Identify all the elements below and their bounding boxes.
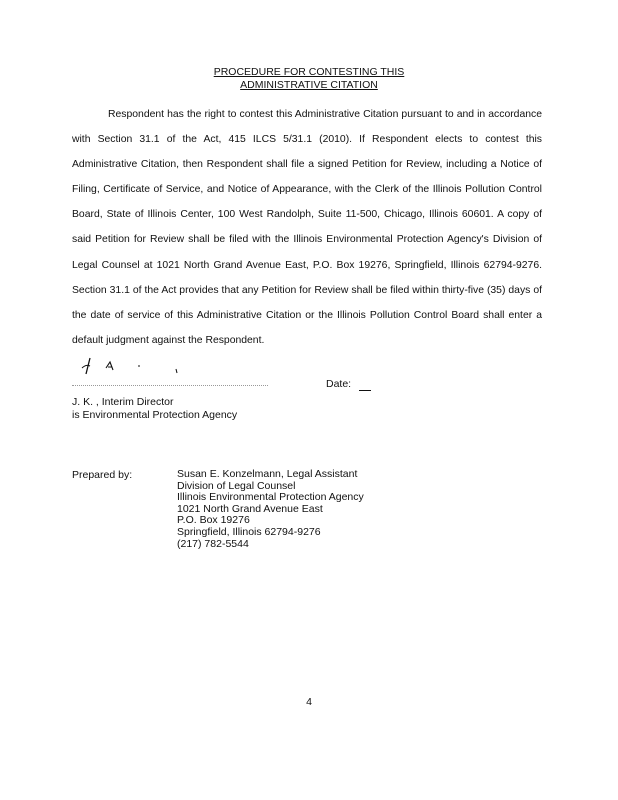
- date-line: [359, 390, 371, 391]
- date-label: Date:: [326, 378, 352, 390]
- title-line-1: PROCEDURE FOR CONTESTING THIS: [213, 66, 405, 78]
- preparer-street: 1021 North Grand Avenue East: [177, 502, 323, 515]
- preparer-po-box: P.O. Box 19276: [177, 514, 250, 527]
- preparer-city: Springfield, Illinois 62794-9276: [177, 525, 321, 538]
- signer-agency: is Environmental Protection Agency: [72, 409, 238, 421]
- signature-icon: [80, 354, 190, 380]
- prepared-by-block: [177, 469, 364, 550]
- signer-name: J. K. , Interim Director: [72, 396, 174, 408]
- page-title: [0, 66, 618, 92]
- preparer-agency: Illinois Environmental Protection Agency: [177, 491, 364, 504]
- preparer-division: Division of Legal Counsel: [177, 479, 296, 492]
- title-line-2: ADMINISTRATIVE CITATION: [240, 79, 378, 91]
- page-number: 4: [306, 696, 312, 708]
- preparer-phone: (217) 782-5544: [177, 537, 249, 550]
- signature-line: [72, 385, 268, 386]
- signer-block: [72, 396, 237, 422]
- procedure-paragraph: Respondent has the right to contest this Administrative Citation pursuant to and in accordance with Section 31.1 of the Act, 415 ILCS 5/31.1 (2010). If Respondent elects to contest this Administrative Citation, then Respondent shall file a signed Petition for Review, including a Notice of Filing, Certificate of Service, and Notice of Appearance, with the Clerk of the Illinois Pollution Control Board, State of Illinois Center, 100 West Randolph, Suite 11-500, Chicago, Illinois 60601. A copy of said Petition for Review shall be filed with the Illinois Environmental Protection Agency's Division of Legal Counsel at 1021 North Grand Avenue East, P.O. Box 19276, Springfield, Illinois 62794-9276. Section 31.1 of the Act provides that any Petition for Review shall be filed within thirty-five (35) days of the date of service of this Administrative Citation or the Illinois Pollution Control Board shall enter a default judgment against the Respondent.: [72, 109, 542, 346]
- preparer-name: Susan E. Konzelmann, Legal Assistant: [177, 468, 358, 480]
- prepared-by-label: Prepared by:: [72, 469, 133, 481]
